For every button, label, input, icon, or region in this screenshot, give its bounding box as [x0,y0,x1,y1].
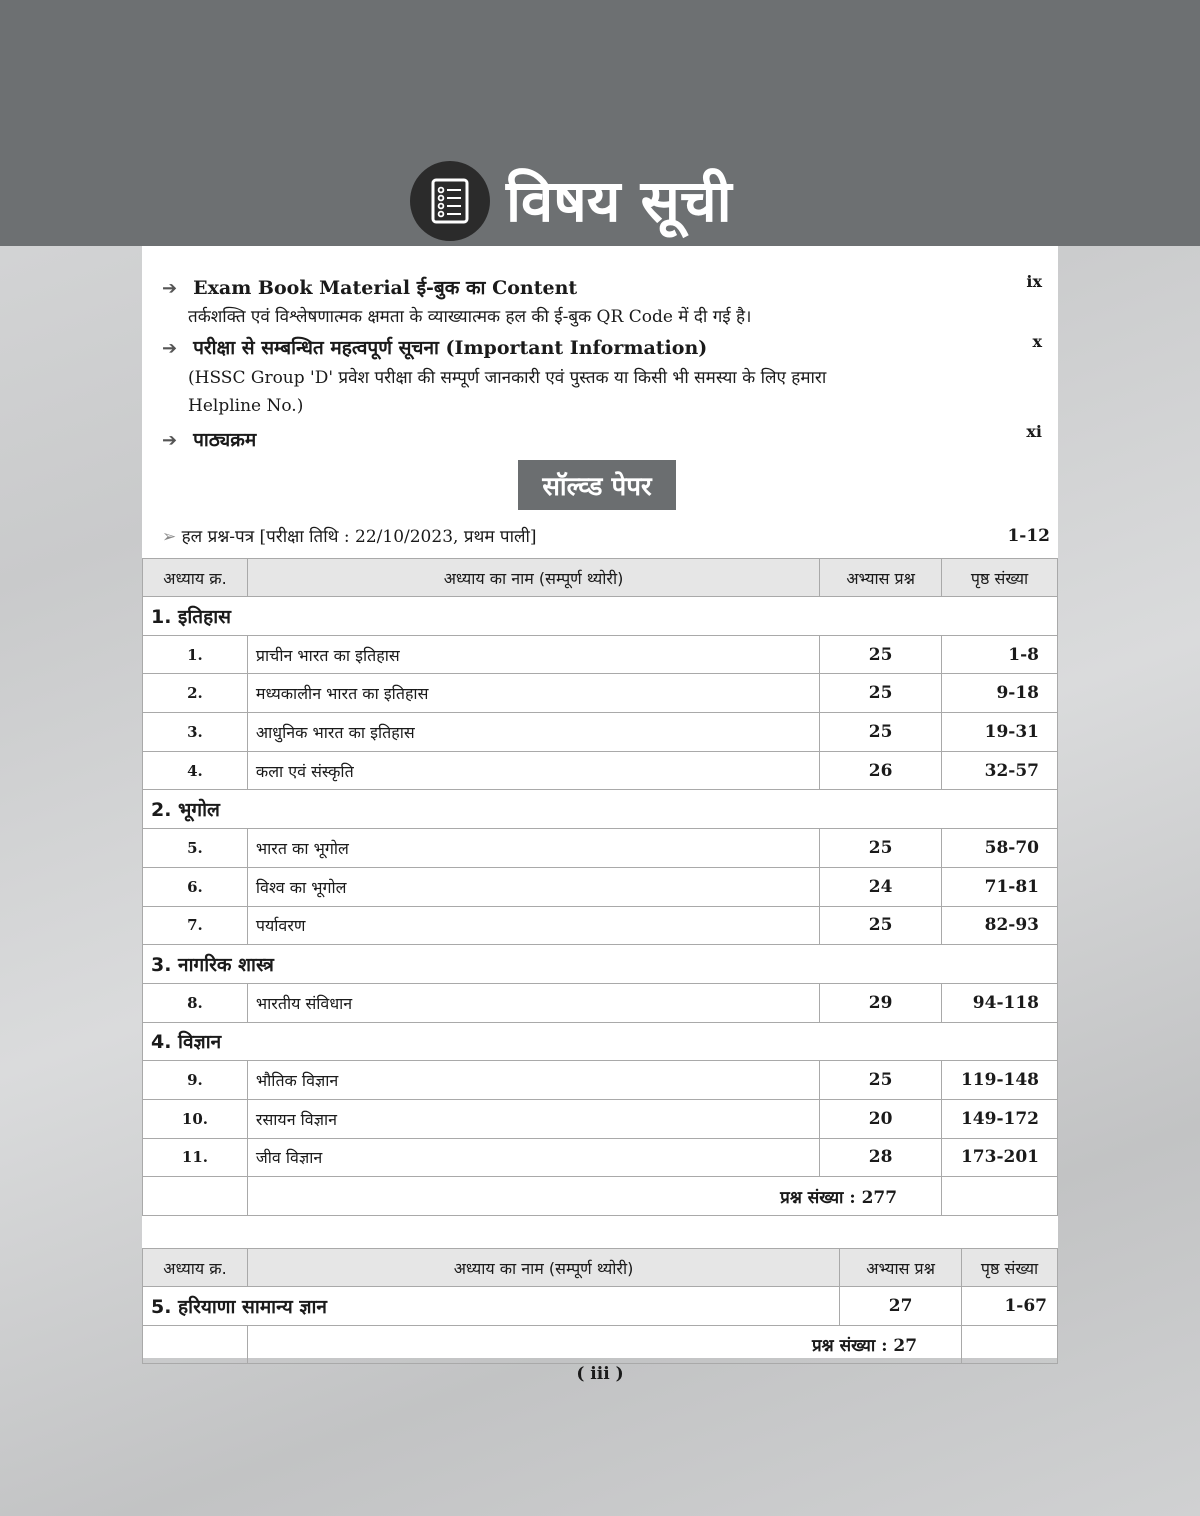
section-title: 1. इतिहास [143,597,1058,636]
table-row [143,1287,1058,1326]
table-row [143,983,1058,1022]
chapter-name: विश्व का भूगोल [247,867,819,906]
triangle-bullet-icon: ➢ [162,527,177,547]
table-row [143,635,1058,674]
header-practice: अभ्यास प्रश्न [840,1249,962,1287]
practice-count: 25 [820,713,942,752]
intro-item-page: x [1032,332,1042,351]
chapter-name: भारतीय संविधान [247,983,819,1022]
chapter-name: आधुनिक भारत का इतिहास [247,713,819,752]
chapter-number: 6. [143,867,248,906]
chapter-name: भौतिक विज्ञान [247,1061,819,1100]
arrow-right-icon: ➔ [162,430,178,451]
intro-item-subtext: Helpline No.) [188,396,304,416]
header-chapter-no: अध्याय क्र. [143,559,248,597]
page-range: 119-148 [942,1061,1058,1100]
header-page-no: पृष्ठ संख्या [942,559,1058,597]
page-title-block [410,160,732,242]
chapter-number: 11. [143,1138,248,1177]
section-title: 3. नागरिक शास्त्र [143,945,1058,984]
chapter-name: भारत का भूगोल [247,829,819,868]
chapter-number: 10. [143,1099,248,1138]
page-title: विषय सूची [506,167,732,235]
chapter-number: 5. [143,829,248,868]
chapter-name: कला एवं संस्कृति [247,751,819,790]
intro-item-page: xi [1026,422,1042,441]
practice-count: 25 [820,674,942,713]
intro-item [162,334,1042,360]
page-range: 94-118 [942,983,1058,1022]
practice-count: 26 [820,751,942,790]
total-questions: प्रश्न संख्या : 27 [247,1325,961,1364]
table-row [143,906,1058,945]
solved-paper-line [162,524,537,547]
page-range: 58-70 [942,829,1058,868]
intro-item [162,426,1042,452]
table-header-row [143,1249,1058,1287]
section-row [143,597,1058,636]
section-title: 4. विज्ञान [143,1022,1058,1061]
page-range: 149-172 [942,1099,1058,1138]
intro-item [162,274,1042,300]
chapter-number: 9. [143,1061,248,1100]
table-row [143,1061,1058,1100]
table-row [143,674,1058,713]
table-row [143,713,1058,752]
page-range: 1-67 [962,1287,1058,1326]
intro-item-title: पाठ्यक्रम [193,429,257,451]
list-document-icon [410,161,490,241]
chapter-name: रसायन विज्ञान [247,1099,819,1138]
practice-count: 25 [820,1061,942,1100]
table-row [143,1138,1058,1177]
total-questions: प्रश्न संख्या : 277 [247,1177,941,1216]
intro-item-subtext: (HSSC Group 'D' प्रवेश परीक्षा की सम्पूर्ण जानकारी एवं पुस्तक या किसी भी समस्या के लिए हमारा [188,368,827,388]
page-range: 173-201 [942,1138,1058,1177]
total-row [143,1177,1058,1216]
table-header-row [143,559,1058,597]
section-row [143,945,1058,984]
header-chapter-name: अध्याय का नाम (सम्पूर्ण थ्योरी) [247,1249,839,1287]
chapter-number: 1. [143,635,248,674]
table-row [143,867,1058,906]
chapter-name: पर्यावरण [247,906,819,945]
table-row [143,1099,1058,1138]
solved-paper-title: हल प्रश्न-पत्र [परीक्षा तिथि : 22/10/2023, प्रथम पाली] [181,527,537,547]
arrow-right-icon: ➔ [162,278,178,299]
chapter-number: 3. [143,713,248,752]
chapter-number: 4. [143,751,248,790]
page-range: 32-57 [942,751,1058,790]
contents-table-2 [142,1248,1058,1364]
page-range: 71-81 [942,867,1058,906]
table-row [143,829,1058,868]
practice-count: 20 [820,1099,942,1138]
header-page-no: पृष्ठ संख्या [962,1249,1058,1287]
section-title: 2. भूगोल [143,790,1058,829]
total-row [143,1325,1058,1364]
intro-item-page: ix [1026,272,1042,291]
chapter-number: 2. [143,674,248,713]
contents-sheet [142,246,1058,1358]
section-title: 5. हरियाणा सामान्य ज्ञान [143,1287,840,1326]
chapter-name: मध्यकालीन भारत का इतिहास [247,674,819,713]
practice-count: 28 [820,1138,942,1177]
practice-count: 25 [820,635,942,674]
page-range: 19-31 [942,713,1058,752]
solved-paper-pages: 1-12 [1007,526,1050,546]
contents-table-body [143,597,1058,1216]
table-row [143,751,1058,790]
arrow-right-icon: ➔ [162,338,178,359]
chapter-name: जीव विज्ञान [247,1138,819,1177]
practice-count: 25 [820,906,942,945]
page-range: 9-18 [942,674,1058,713]
page-range: 1-8 [942,635,1058,674]
page-range: 82-93 [942,906,1058,945]
header-practice: अभ्यास प्रश्न [820,559,942,597]
practice-count: 27 [840,1287,962,1326]
intro-item-subtext: तर्कशक्ति एवं विश्लेषणात्मक क्षमता के व्याख्यात्मक हल की ई-बुक QR Code में दी गई है। [188,307,752,327]
page-number: ( iii ) [576,1364,624,1384]
practice-count: 24 [820,867,942,906]
section-row [143,1022,1058,1061]
header-chapter-name: अध्याय का नाम (सम्पूर्ण थ्योरी) [247,559,819,597]
practice-count: 25 [820,829,942,868]
section-row [143,790,1058,829]
intro-item-title: Exam Book Material ई-बुक का Content [193,277,578,299]
chapter-number: 8. [143,983,248,1022]
solved-paper-badge: सॉल्व्ड पेपर [518,460,676,510]
header-chapter-no: अध्याय क्र. [143,1249,248,1287]
intro-item-title: परीक्षा से सम्बन्धित महत्वपूर्ण सूचना (Important Information) [193,337,708,359]
chapter-name: प्राचीन भारत का इतिहास [247,635,819,674]
practice-count: 29 [820,983,942,1022]
chapter-number: 7. [143,906,248,945]
contents-table [142,558,1058,1216]
